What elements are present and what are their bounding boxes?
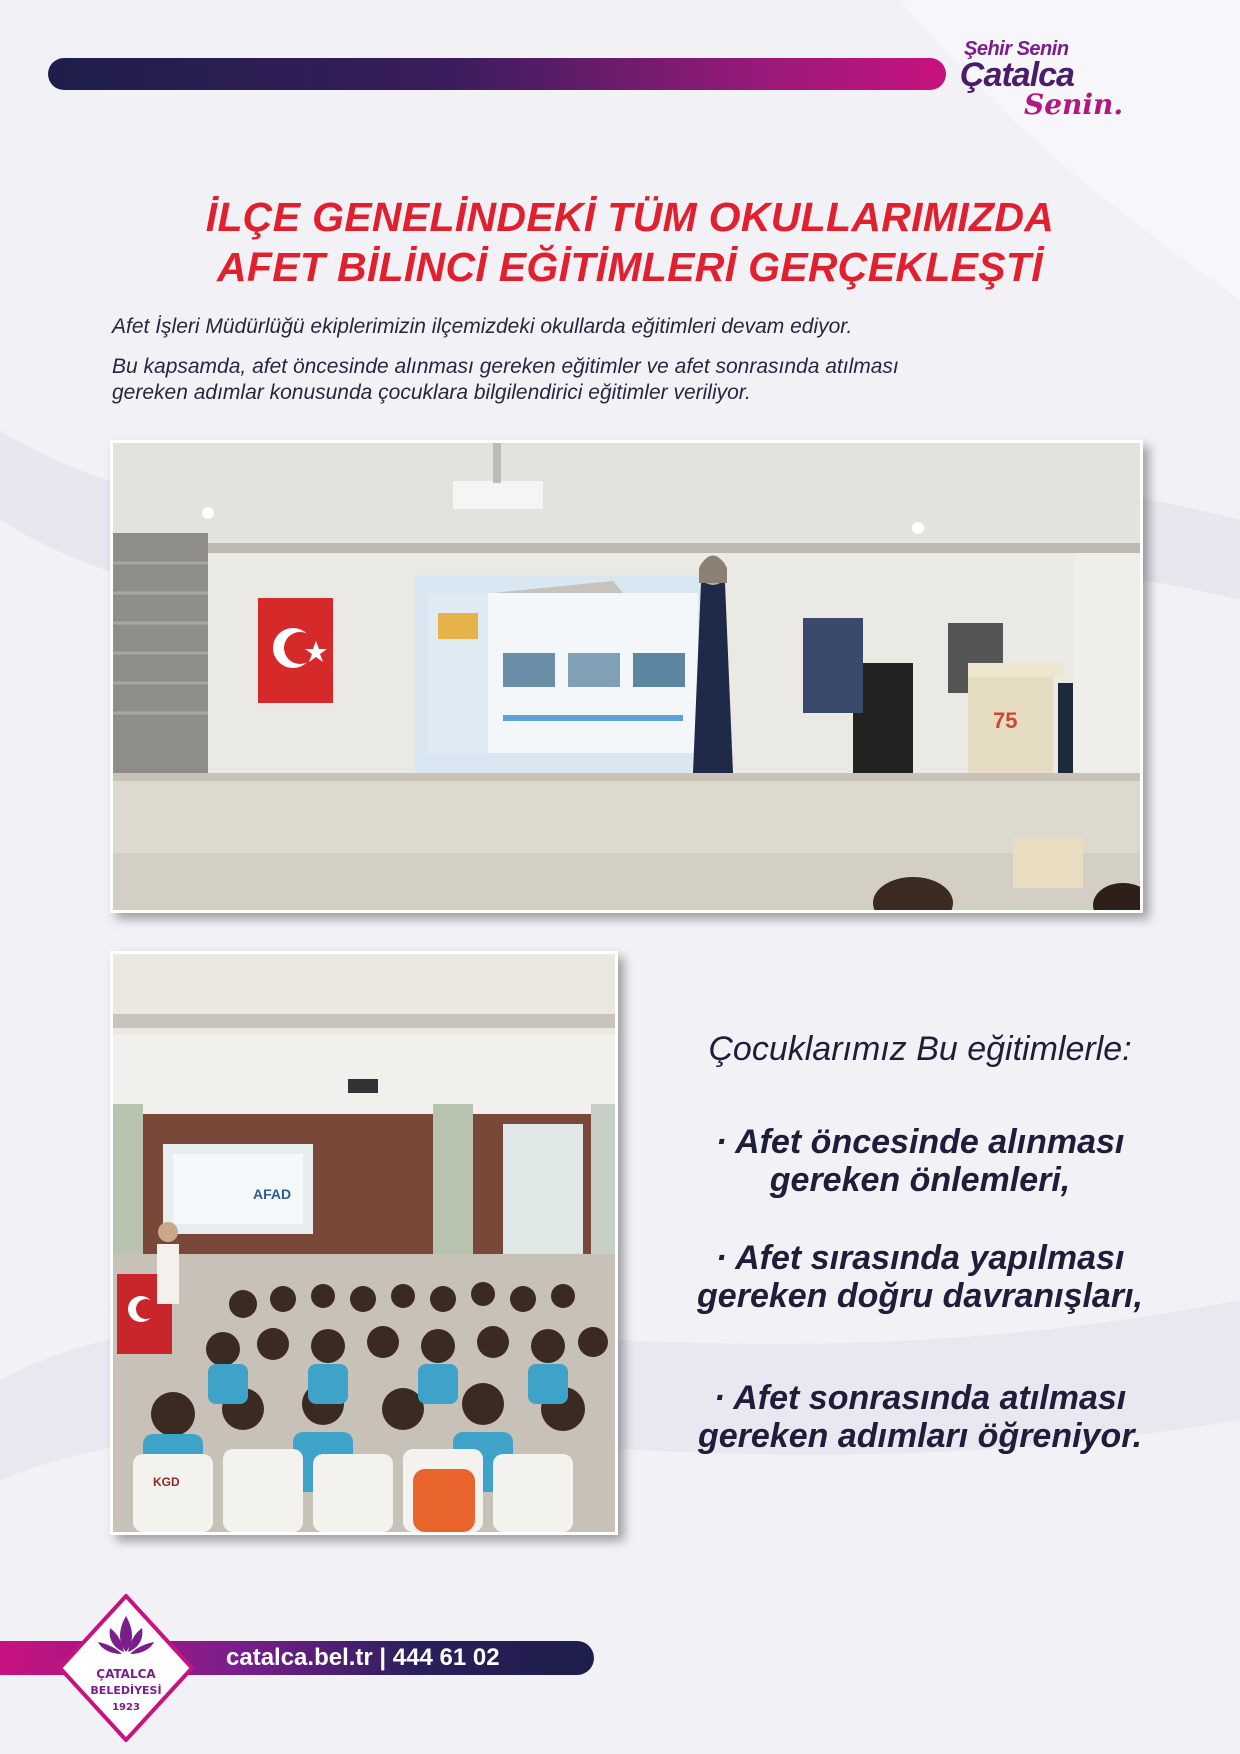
classroom-audience-photo: [110, 951, 618, 1535]
list-lead: Çocuklarımız Bu eğitimlerle:: [708, 1030, 1132, 1068]
title-line-2: AFET BİLİNCİ EĞİTİMLERİ GERÇEKLEŞTİ: [217, 244, 1043, 290]
intro-paragraph-2-line-1: Bu kapsamda, afet öncesinde alınması gereken eğitimler ve afet sonrasında atılması: [112, 355, 899, 378]
title-line-1: İLÇE GENELİNDEKİ TÜM OKULLARIMIZDA: [205, 194, 1055, 240]
brand-line-3: Senin.: [1024, 88, 1124, 121]
learning-outcomes-list: [640, 1030, 1200, 1495]
list-item-1-line-2: gereken önlemleri,: [769, 1161, 1071, 1199]
list-item-3-line-1: · Afet sonrasında atılması: [713, 1379, 1127, 1417]
brand-line-2: Çatalca: [960, 56, 1074, 94]
list-item: [640, 1123, 1200, 1199]
projector-logo-text: AFAD: [253, 1186, 292, 1202]
list-item-2-line-2: gereken doğru davranışları,: [697, 1277, 1143, 1315]
list-item-3-line-2: gereken adımları öğreniyor.: [697, 1417, 1143, 1455]
list-item: [640, 1239, 1200, 1315]
page-title: [90, 192, 1170, 292]
intro-text: [112, 314, 1152, 420]
emblem-line-1: ÇATALCA: [96, 1667, 156, 1681]
list-item-1-line-1: · Afet öncesinde alınması: [715, 1123, 1125, 1161]
brand-logo: [960, 38, 1124, 128]
emblem-year: 1923: [112, 1702, 140, 1713]
municipality-emblem: [58, 1594, 194, 1742]
intro-paragraph-1: Afet İşleri Müdürlüğü ekiplerimizin ilçemizdeki okullarda eğitimleri devam ediyor.: [112, 315, 853, 338]
list-item-2-line-1: · Afet sırasında yapılması: [715, 1239, 1125, 1277]
stage-photo-illustration: [113, 443, 1140, 910]
intro-paragraph-2-line-2: gereken adımlar konusunda çocuklara bilgilendirici eğitimler veriliyor.: [112, 381, 751, 404]
footer-contact[interactable]: catalca.bel.tr | 444 61 02: [226, 1644, 500, 1671]
chair-label-text: KGD: [153, 1475, 180, 1489]
emblem-line-2: BELEDİYESİ: [90, 1684, 162, 1697]
stage-presentation-photo: [110, 440, 1143, 913]
brand-line-1: Şehir Senin: [964, 38, 1069, 60]
intro-paragraph-2: [112, 354, 1152, 406]
header-gradient-bar: [48, 58, 946, 90]
classroom-photo-illustration: [113, 954, 615, 1532]
list-item: [640, 1379, 1200, 1455]
stage-badge-text: 75: [993, 708, 1018, 733]
